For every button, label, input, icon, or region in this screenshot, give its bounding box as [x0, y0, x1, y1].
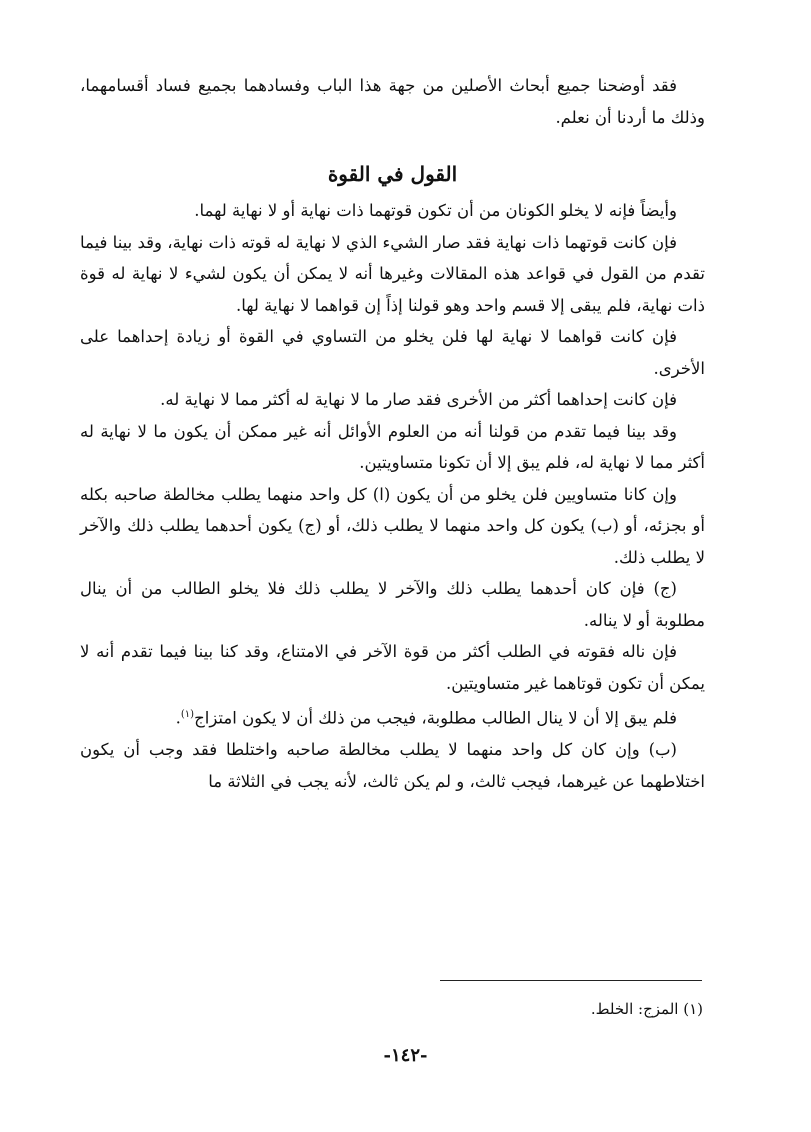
- page-number: -١٤٢-: [383, 1045, 428, 1066]
- paragraph-2: وأيضاً فإنه لا يخلو الكونان من أن تكون قوتهما ذات نهاية أو لا نهاية لهما.: [194, 201, 677, 220]
- paragraph-10-text: فلم يبق إلا أن لا ينال الطالب مطلوبة، فيجب من ذلك أن لا يكون امتزاج: [194, 708, 677, 728]
- section-heading: القول في القوة: [327, 162, 458, 186]
- paragraph-1: فقد أوضحنا جميع أبحاث الأصلين من جهة هذا الباب وفسادهما بجميع فساد أقسامهما، وذلك ما أردنا أن نعلم.: [80, 76, 705, 127]
- paragraph-5: فإن كانت إحداهما أكثر من الأخرى فقد صار ما لا نهاية له أكثر مما لا نهاية له.: [160, 390, 677, 409]
- paragraph-9: فإن ناله فقوته في الطلب أكثر من قوة الآخر في الامتناع، وقد كنا بينا فيما تقدم أنه لا يمكن أن تكون قوتاهما غير متساويتين.: [80, 642, 705, 693]
- paragraph-3: فإن كانت قوتهما ذات نهاية فقد صار الشيء الذي لا نهاية له قوته ذات نهاية، وقد بينا فيما تقدم من القول في قواعد هذه المقالات وغيرها أنه لا يمكن أن يكون لشيء لا نهاية له قوة ذات نهاية، فلم يبقى إلا قسم واحد وهو قولنا إذاً إن قواهما لا نهاية لها.: [80, 232, 705, 315]
- footnote: (١) المزج: الخلط.: [590, 1000, 703, 1018]
- paragraph-7: وإن كانا متساويين فلن يخلو من أن يكون (ا) كل واحد منهما يطلب مخالطة صاحبه بكله أو بجزئه، أو (ب) يكون كل واحد منهما لا يطلب ذلك، أو (ج) يكون أحدهما يطلب ذلك والآخر لا يطلب ذلك.: [80, 484, 705, 567]
- footnote-reference: (١): [180, 709, 195, 720]
- paragraph-11: (ب) وإن كان كل واحد منهما لا يطلب مخالطة صاحبه واختلطا فقد وجب أن يكون اختلاطهما عن غيرهما، فيجب ثالث، و لم يكن ثالث، لأنه يجب في الثلاثة ما: [80, 740, 705, 791]
- paragraph-4: فإن كانت قواهما لا نهاية لها فلن يخلو من التساوي في القوة أو زيادة إحداهما على الأخرى.: [80, 327, 705, 378]
- paragraph-8: (ج) فإن كان أحدهما يطلب ذلك والآخر لا يطلب ذلك فلا يخلو الطالب من أن ينال مطلوبة أو لا يناله.: [80, 579, 705, 630]
- paragraph-6: وقد بينا فيما تقدم من قولنا أنه من العلوم الأوائل أنه غير ممكن أن يكون ما لا نهاية له أكثر مما لا نهاية له، فلم يبق إلا أن تكونا متساويتين.: [80, 421, 705, 472]
- paragraph-10: [80, 699, 705, 734]
- page-body: [80, 70, 705, 797]
- footnote-separator: [440, 980, 702, 981]
- paragraph-10-end: .: [175, 708, 181, 728]
